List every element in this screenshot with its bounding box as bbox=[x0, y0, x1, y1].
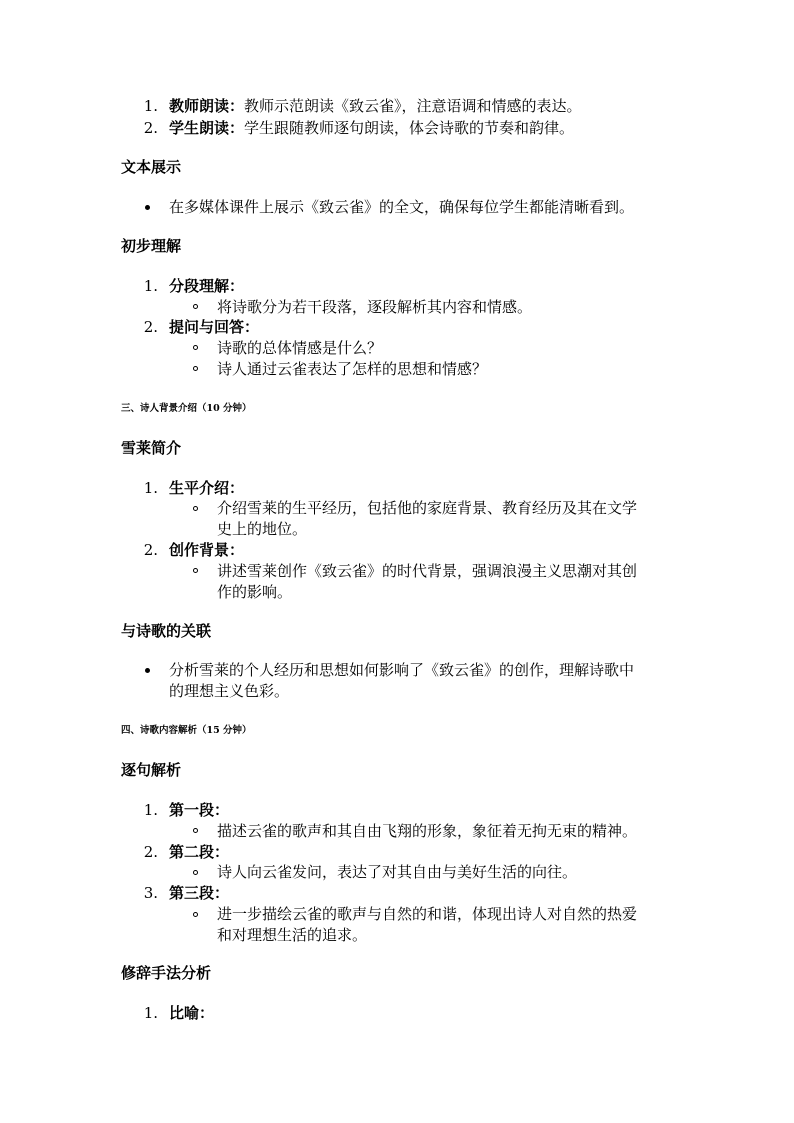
sub-item-text: 将诗歌分为若干段落，逐段解析其内容和情感。 bbox=[217, 298, 533, 316]
sub-item-text: 进一步描绘云雀的歌声与自然的和谐，体现出诗人对自然的热爱 bbox=[217, 905, 638, 923]
sub-bullet bbox=[193, 870, 198, 875]
list-number: 1. bbox=[143, 277, 158, 295]
list-number: 1. bbox=[143, 1004, 158, 1022]
item-label: 比喻： bbox=[169, 1004, 215, 1022]
section-heading: 修辞手法分析 bbox=[121, 964, 212, 982]
sub-item-text: 诗人通过云雀表达了怎样的思想和情感？ bbox=[217, 360, 488, 378]
section-title: 三、诗人背景介绍（10 分钟） bbox=[121, 403, 252, 414]
sub-item-text: 讲述雪莱创作《致云雀》的时代背景，强调浪漫主义思潮对其创 bbox=[217, 562, 638, 580]
list-number: 2. bbox=[143, 318, 158, 336]
list-number: 3. bbox=[143, 884, 158, 902]
item-label: 教师朗读： bbox=[169, 97, 245, 115]
section-heading: 逐句解析 bbox=[121, 761, 182, 779]
sub-item-text-cont: 和对理想生活的追求。 bbox=[217, 926, 368, 944]
sub-item-text-cont: 史上的地位。 bbox=[217, 520, 308, 538]
item-label: 创作背景： bbox=[169, 541, 245, 559]
bullet-text: 分析雪莱的个人经历和思想如何影响了《致云雀》的创作，理解诗歌中 bbox=[169, 661, 635, 679]
bullet-dot bbox=[145, 205, 150, 210]
item-label: 第三段： bbox=[169, 884, 230, 902]
list-number: 1. bbox=[143, 801, 158, 819]
bullet-dot bbox=[145, 668, 150, 673]
sub-bullet bbox=[193, 304, 198, 309]
sub-item-text: 诗歌的总体情感是什么？ bbox=[217, 339, 383, 357]
sub-bullet bbox=[193, 345, 198, 350]
list-number: 2. bbox=[143, 119, 158, 137]
item-label: 分段理解： bbox=[169, 277, 245, 295]
section-heading: 与诗歌的关联 bbox=[121, 622, 212, 640]
sub-bullet bbox=[193, 568, 198, 573]
sub-item-text-cont: 作的影响。 bbox=[217, 583, 293, 601]
sub-bullet bbox=[193, 912, 198, 917]
sub-bullet bbox=[193, 366, 198, 371]
item-label: 提问与回答： bbox=[169, 318, 260, 336]
sub-item-text: 介绍雪莱的生平经历，包括他的家庭背景、教育经历及其在文学 bbox=[217, 499, 638, 517]
item-label: 第一段： bbox=[169, 801, 230, 819]
item-text: 教师示范朗读《致云雀》，注意语调和情感的表达。 bbox=[244, 97, 582, 115]
section-title: 四、诗歌内容解析（15 分钟） bbox=[121, 725, 252, 736]
item-label: 第二段： bbox=[169, 843, 230, 861]
bullet-text: 在多媒体课件上展示《致云雀》的全文，确保每位学生都能清晰看到。 bbox=[169, 198, 635, 216]
item-label: 学生朗读： bbox=[169, 119, 245, 137]
item-text: 学生跟随教师逐句朗读，体会诗歌的节奏和韵律。 bbox=[244, 119, 575, 137]
sub-item-text: 描述云雀的歌声和其自由飞翔的形象，象征着无拘无束的精神。 bbox=[217, 822, 638, 840]
sub-bullet bbox=[193, 506, 198, 511]
sub-item-text: 诗人向云雀发问，表达了对其自由与美好生活的向往。 bbox=[217, 863, 578, 881]
list-number: 1. bbox=[143, 97, 158, 115]
list-number: 1. bbox=[143, 479, 158, 497]
item-label: 生平介绍： bbox=[169, 479, 245, 497]
sub-bullet bbox=[193, 828, 198, 833]
section-heading: 文本展示 bbox=[121, 158, 182, 176]
list-number: 2. bbox=[143, 541, 158, 559]
section-heading: 雪莱简介 bbox=[121, 439, 182, 457]
section-heading: 初步理解 bbox=[121, 237, 182, 255]
bullet-text-cont: 的理想主义色彩。 bbox=[169, 682, 290, 700]
list-number: 2. bbox=[143, 843, 158, 861]
